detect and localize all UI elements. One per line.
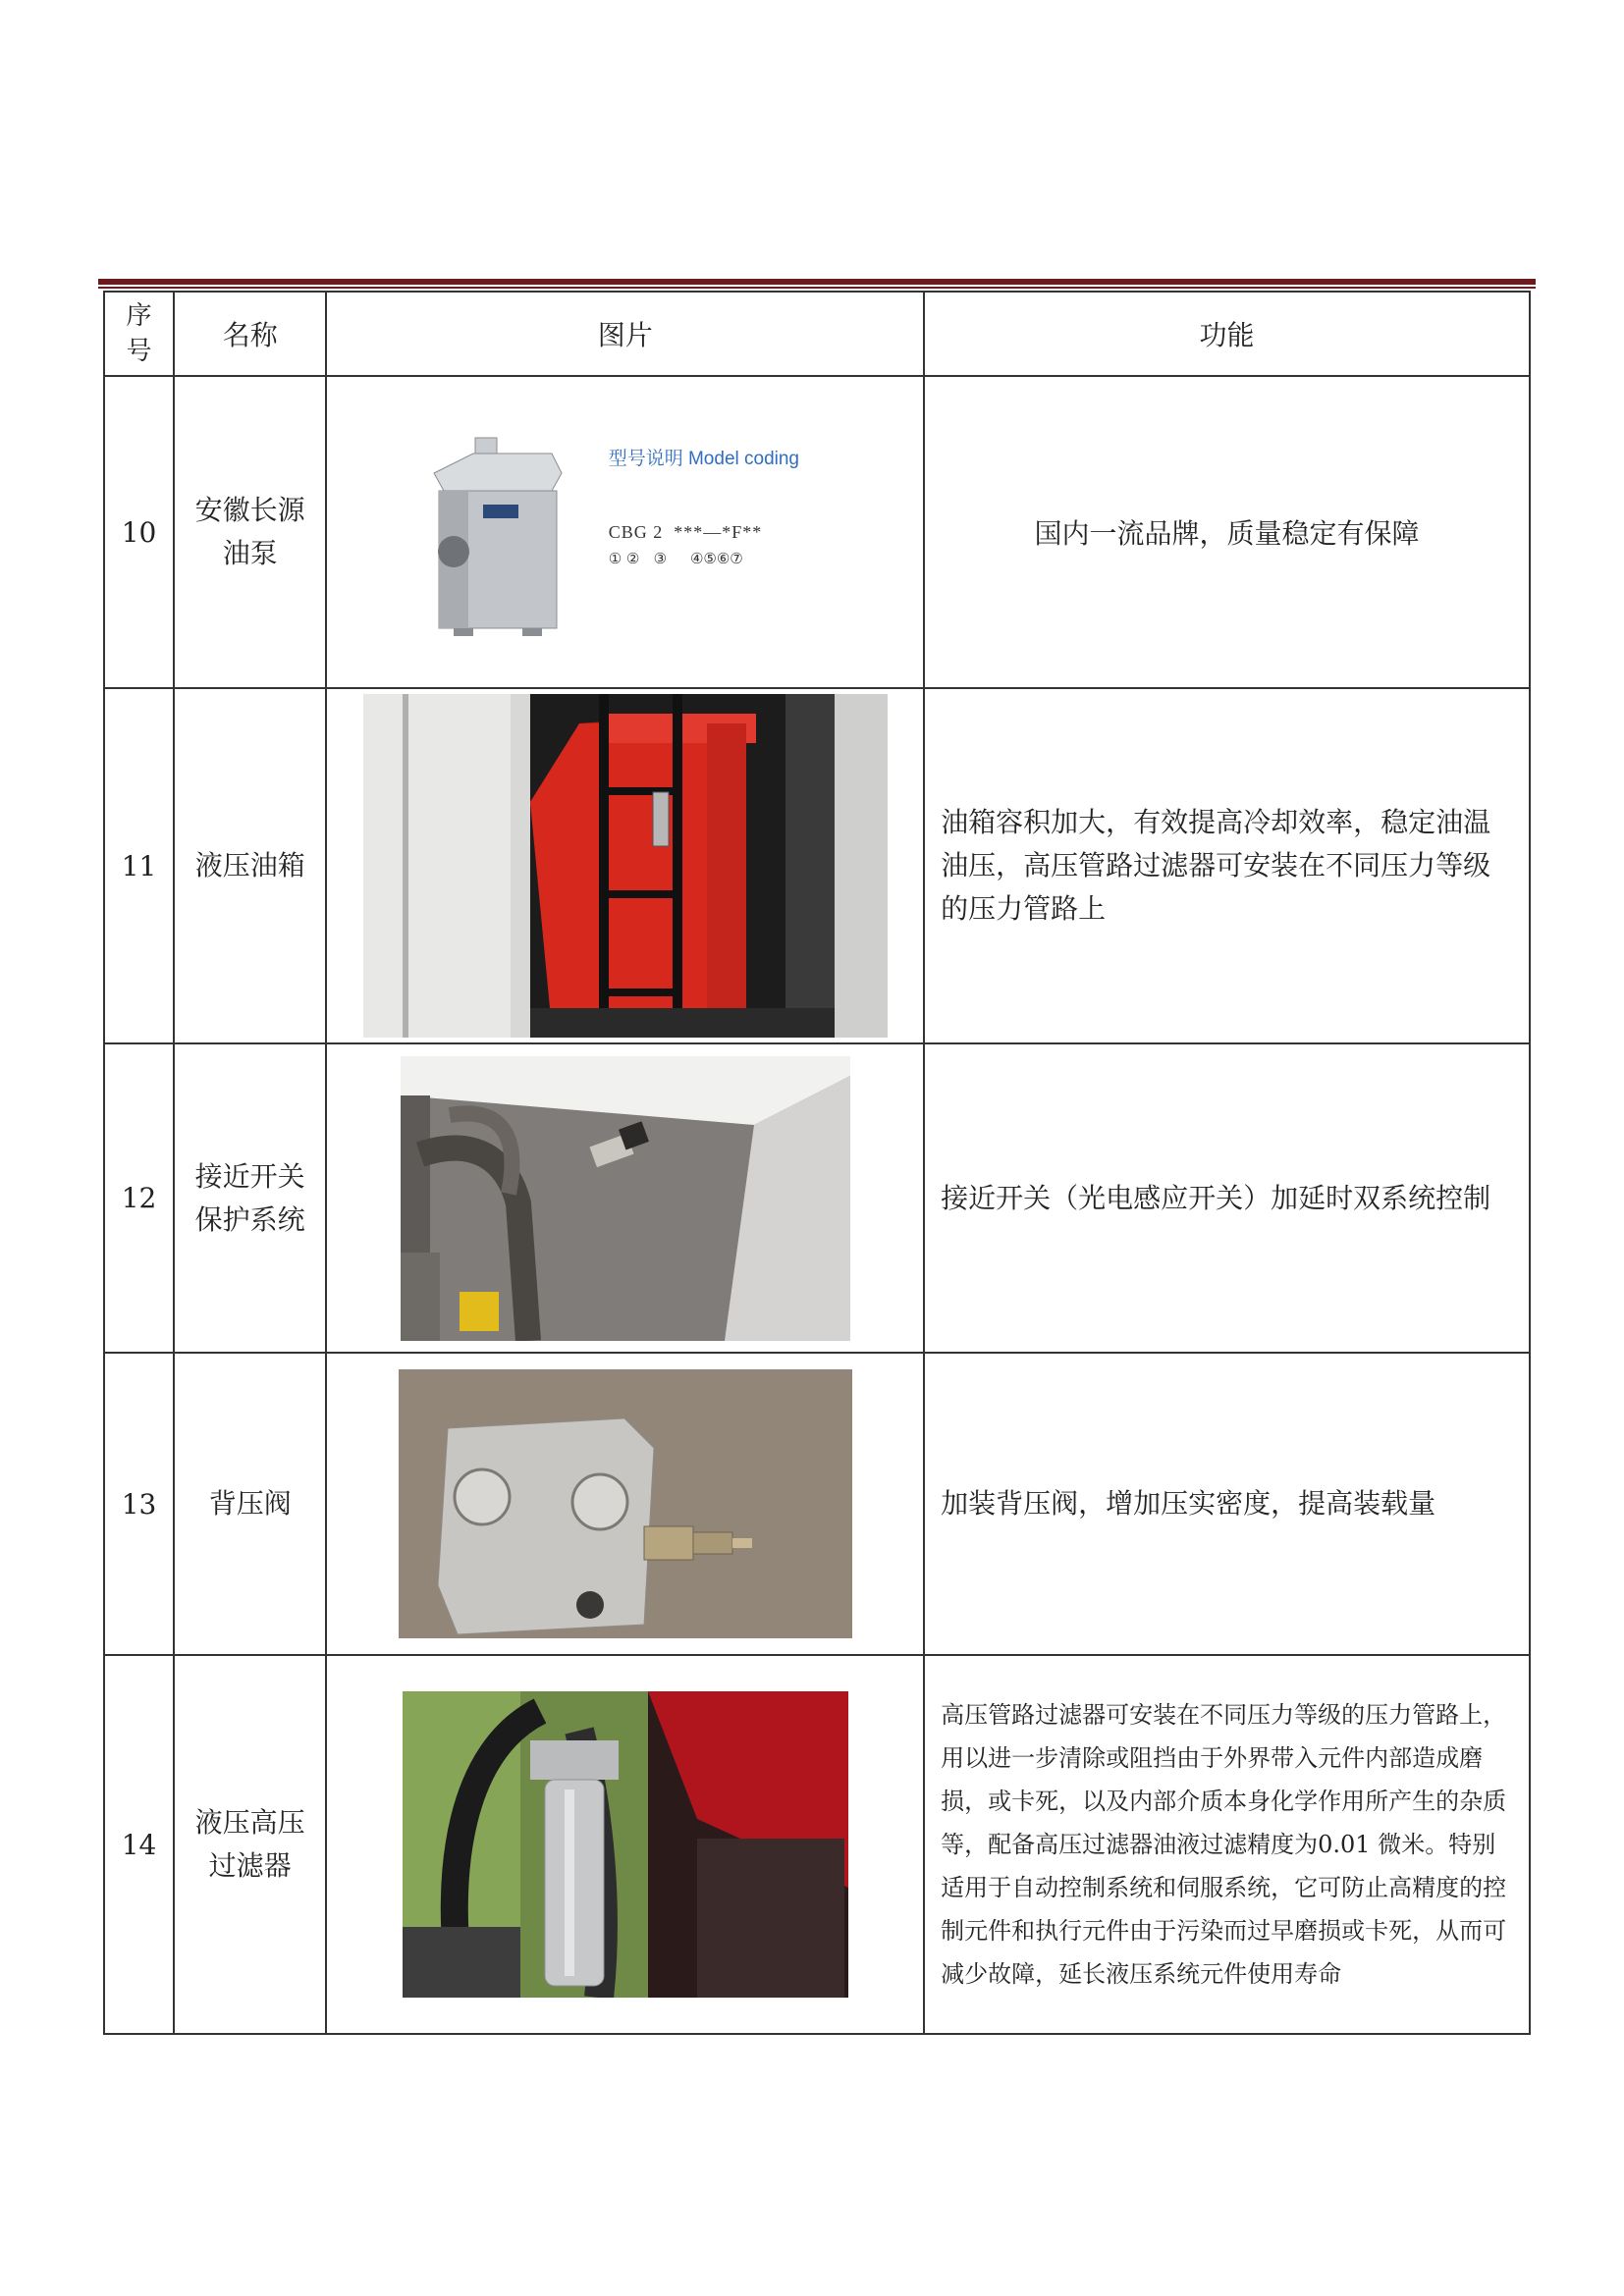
header-image: 图片	[326, 292, 924, 376]
header-name: 名称	[174, 292, 326, 376]
row-function: 加装背压阀，增加压实密度，提高装载量	[924, 1353, 1530, 1655]
row-image	[326, 376, 924, 688]
row-function: 接近开关（光电感应开关）加延时双系统控制	[924, 1043, 1530, 1353]
table-row	[104, 1043, 1530, 1353]
row-name: 安徽长源油泵	[174, 376, 326, 688]
spec-table	[103, 291, 1531, 2035]
table-row	[104, 688, 1530, 1043]
row-function: 油箱容积加大，有效提高冷却效率，稳定油温油压，高压管路过滤器可安装在不同压力等级的压力管路上	[924, 688, 1530, 1043]
hydraulic-tank-image	[363, 694, 888, 1038]
row-image	[326, 1353, 924, 1655]
row-no: 11	[104, 688, 174, 1043]
model-coding-code: CBG 2 ***—*F**	[608, 522, 763, 542]
table-header-row	[104, 292, 1530, 376]
row-name: 接近开关保护系统	[174, 1043, 326, 1353]
row-image	[326, 1655, 924, 2034]
model-coding-caption: 型号说明 Model coding	[608, 449, 799, 469]
header-rule-thin	[98, 287, 1536, 289]
row-function: 高压管路过滤器可安装在不同压力等级的压力管路上，用以进一步清除或阻挡由于外界带入元件内部造成磨损，或卡死，以及内部介质本身化学作用所产生的杂质等，配备高压过滤器油液过滤精度为0.01 微米。特别适用于自动控制系统和伺服系统，它可防止高精度的控制元件和执行元件由于污染而过早磨损或卡死，从而可减少故障，延长液压系统元件使用寿命	[924, 1655, 1530, 2034]
high-pressure-filter-image	[403, 1691, 848, 1998]
header-function: 功能	[924, 292, 1530, 376]
row-no: 12	[104, 1043, 174, 1353]
back-pressure-valve-image	[399, 1369, 852, 1638]
table-row	[104, 1353, 1530, 1655]
row-function: 国内一流品牌，质量稳定有保障	[924, 376, 1530, 688]
row-name: 液压高压过滤器	[174, 1655, 326, 2034]
row-no: 13	[104, 1353, 174, 1655]
model-coding-digits: ① ② ③ ④⑤⑥⑦	[608, 550, 743, 567]
proximity-switch-image	[401, 1056, 850, 1341]
row-name: 液压油箱	[174, 688, 326, 1043]
row-image	[326, 1043, 924, 1353]
header-no: 序号	[104, 292, 174, 376]
row-no: 14	[104, 1655, 174, 2034]
table-row	[104, 376, 1530, 688]
header-rule-thick	[98, 279, 1536, 285]
table-row	[104, 1655, 1530, 2034]
row-image	[326, 688, 924, 1043]
row-no: 10	[104, 376, 174, 688]
row-name: 背压阀	[174, 1353, 326, 1655]
gear-pump-image	[414, 414, 837, 650]
